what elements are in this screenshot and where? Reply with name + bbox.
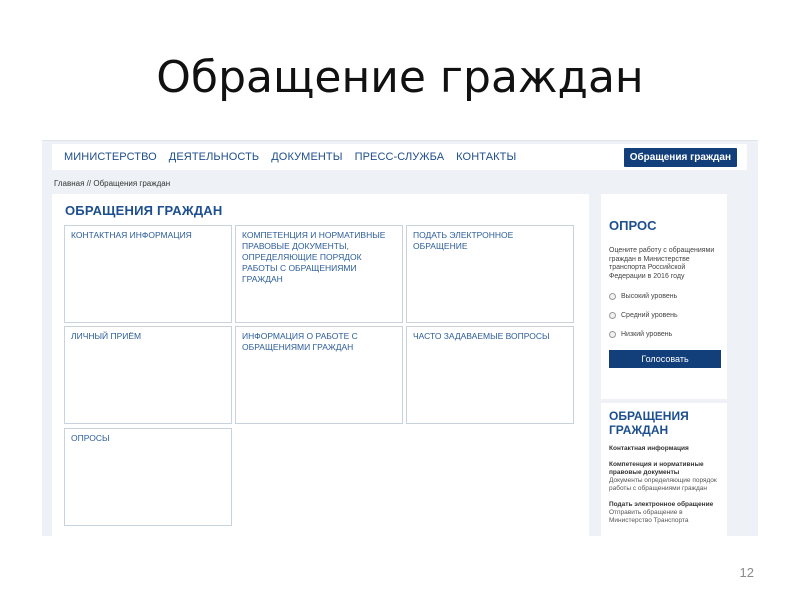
radio-icon[interactable] <box>609 331 616 338</box>
radio-icon[interactable] <box>609 293 616 300</box>
tile-label: КОНТАКТНАЯ ИНФОРМАЦИЯ <box>71 230 192 240</box>
nav-item-press[interactable]: ПРЕСС-СЛУЖБА <box>354 151 445 163</box>
sidebar-item-contact-info[interactable] <box>609 445 719 453</box>
tile-label: КОМПЕТЕНЦИЯ И НОРМАТИВНЫЕ ПРАВОВЫЕ ДОКУМЕНТЫ, ОПРЕДЕЛЯЮЩИЕ ПОРЯДОК РАБОТЫ С ОБРАЩЕНИЯМИ ГРАЖДАН <box>242 230 386 284</box>
poll-option-label: Средний уровень <box>621 312 678 319</box>
poll-option-low[interactable] <box>609 331 719 338</box>
tile-faq[interactable] <box>406 326 574 424</box>
appeals-sidebar <box>601 403 727 536</box>
poll-question: Оцените работу с обращениями граждан в Министерстве транспорта Российской Федерации в 2016 году <box>609 247 715 280</box>
tile-submit-appeal[interactable] <box>406 225 574 323</box>
page-title: ОБРАЩЕНИЯ ГРАЖДАН <box>65 203 223 218</box>
sidebar-item-label[interactable]: Подать электронное обращение <box>609 501 714 508</box>
sidebar-item-submit-appeal[interactable] <box>609 501 719 525</box>
sidebar-item-description: Документы определяющие порядок работы с обращениями граждан <box>609 477 717 492</box>
nav-item-contacts[interactable]: КОНТАКТЫ <box>456 151 517 163</box>
tile-work-info[interactable] <box>235 326 403 424</box>
top-navigation <box>52 144 747 170</box>
sidebar-item-label[interactable]: Компетенция и нормативные правовые документы <box>609 461 704 476</box>
poll-option-high[interactable] <box>609 293 719 300</box>
breadcrumb: Главная // Обращения граждан <box>54 179 171 188</box>
nav-item-ministry[interactable]: МИНИСТЕРСТВО <box>64 151 157 163</box>
slide-number: 12 <box>739 565 754 580</box>
poll-title: ОПРОС <box>609 218 657 233</box>
tile-contact-info[interactable] <box>64 225 232 323</box>
sidebar-item-description: Отправить обращение в Министерство Транспорта <box>609 509 689 524</box>
poll-option-medium[interactable] <box>609 312 719 319</box>
tile-competence-docs[interactable] <box>235 225 403 323</box>
website-screenshot <box>42 140 758 536</box>
tile-surveys[interactable] <box>64 428 232 526</box>
poll-option-label: Низкий уровень <box>621 331 673 338</box>
vote-button[interactable]: Голосовать <box>609 350 721 368</box>
tile-label: ПОДАТЬ ЭЛЕКТРОННОЕ ОБРАЩЕНИЕ <box>413 230 514 251</box>
tile-personal-reception[interactable] <box>64 326 232 424</box>
citizens-appeals-button[interactable]: Обращения граждан <box>624 148 737 167</box>
tile-label: ОПРОСЫ <box>71 433 110 443</box>
sidebar-item-label[interactable]: Контактная информация <box>609 445 689 452</box>
main-panel <box>52 194 589 536</box>
nav-item-documents[interactable]: ДОКУМЕНТЫ <box>271 151 343 163</box>
tile-label: ЛИЧНЫЙ ПРИЁМ <box>71 331 142 341</box>
radio-icon[interactable] <box>609 312 616 319</box>
sidebar-item-competence[interactable] <box>609 461 719 493</box>
sidebar-title: ОБРАЩЕНИЯ ГРАЖДАН <box>609 409 689 437</box>
poll-panel <box>601 194 727 399</box>
poll-option-label: Высокий уровень <box>621 293 678 300</box>
slide-title: Обращение граждан <box>156 52 644 103</box>
nav-item-activity[interactable]: ДЕЯТЕЛЬНОСТЬ <box>168 151 260 163</box>
tile-label: ЧАСТО ЗАДАВАЕМЫЕ ВОПРОСЫ <box>413 331 550 341</box>
tile-label: ИНФОРМАЦИЯ О РАБОТЕ С ОБРАЩЕНИЯМИ ГРАЖДАН <box>242 331 358 352</box>
